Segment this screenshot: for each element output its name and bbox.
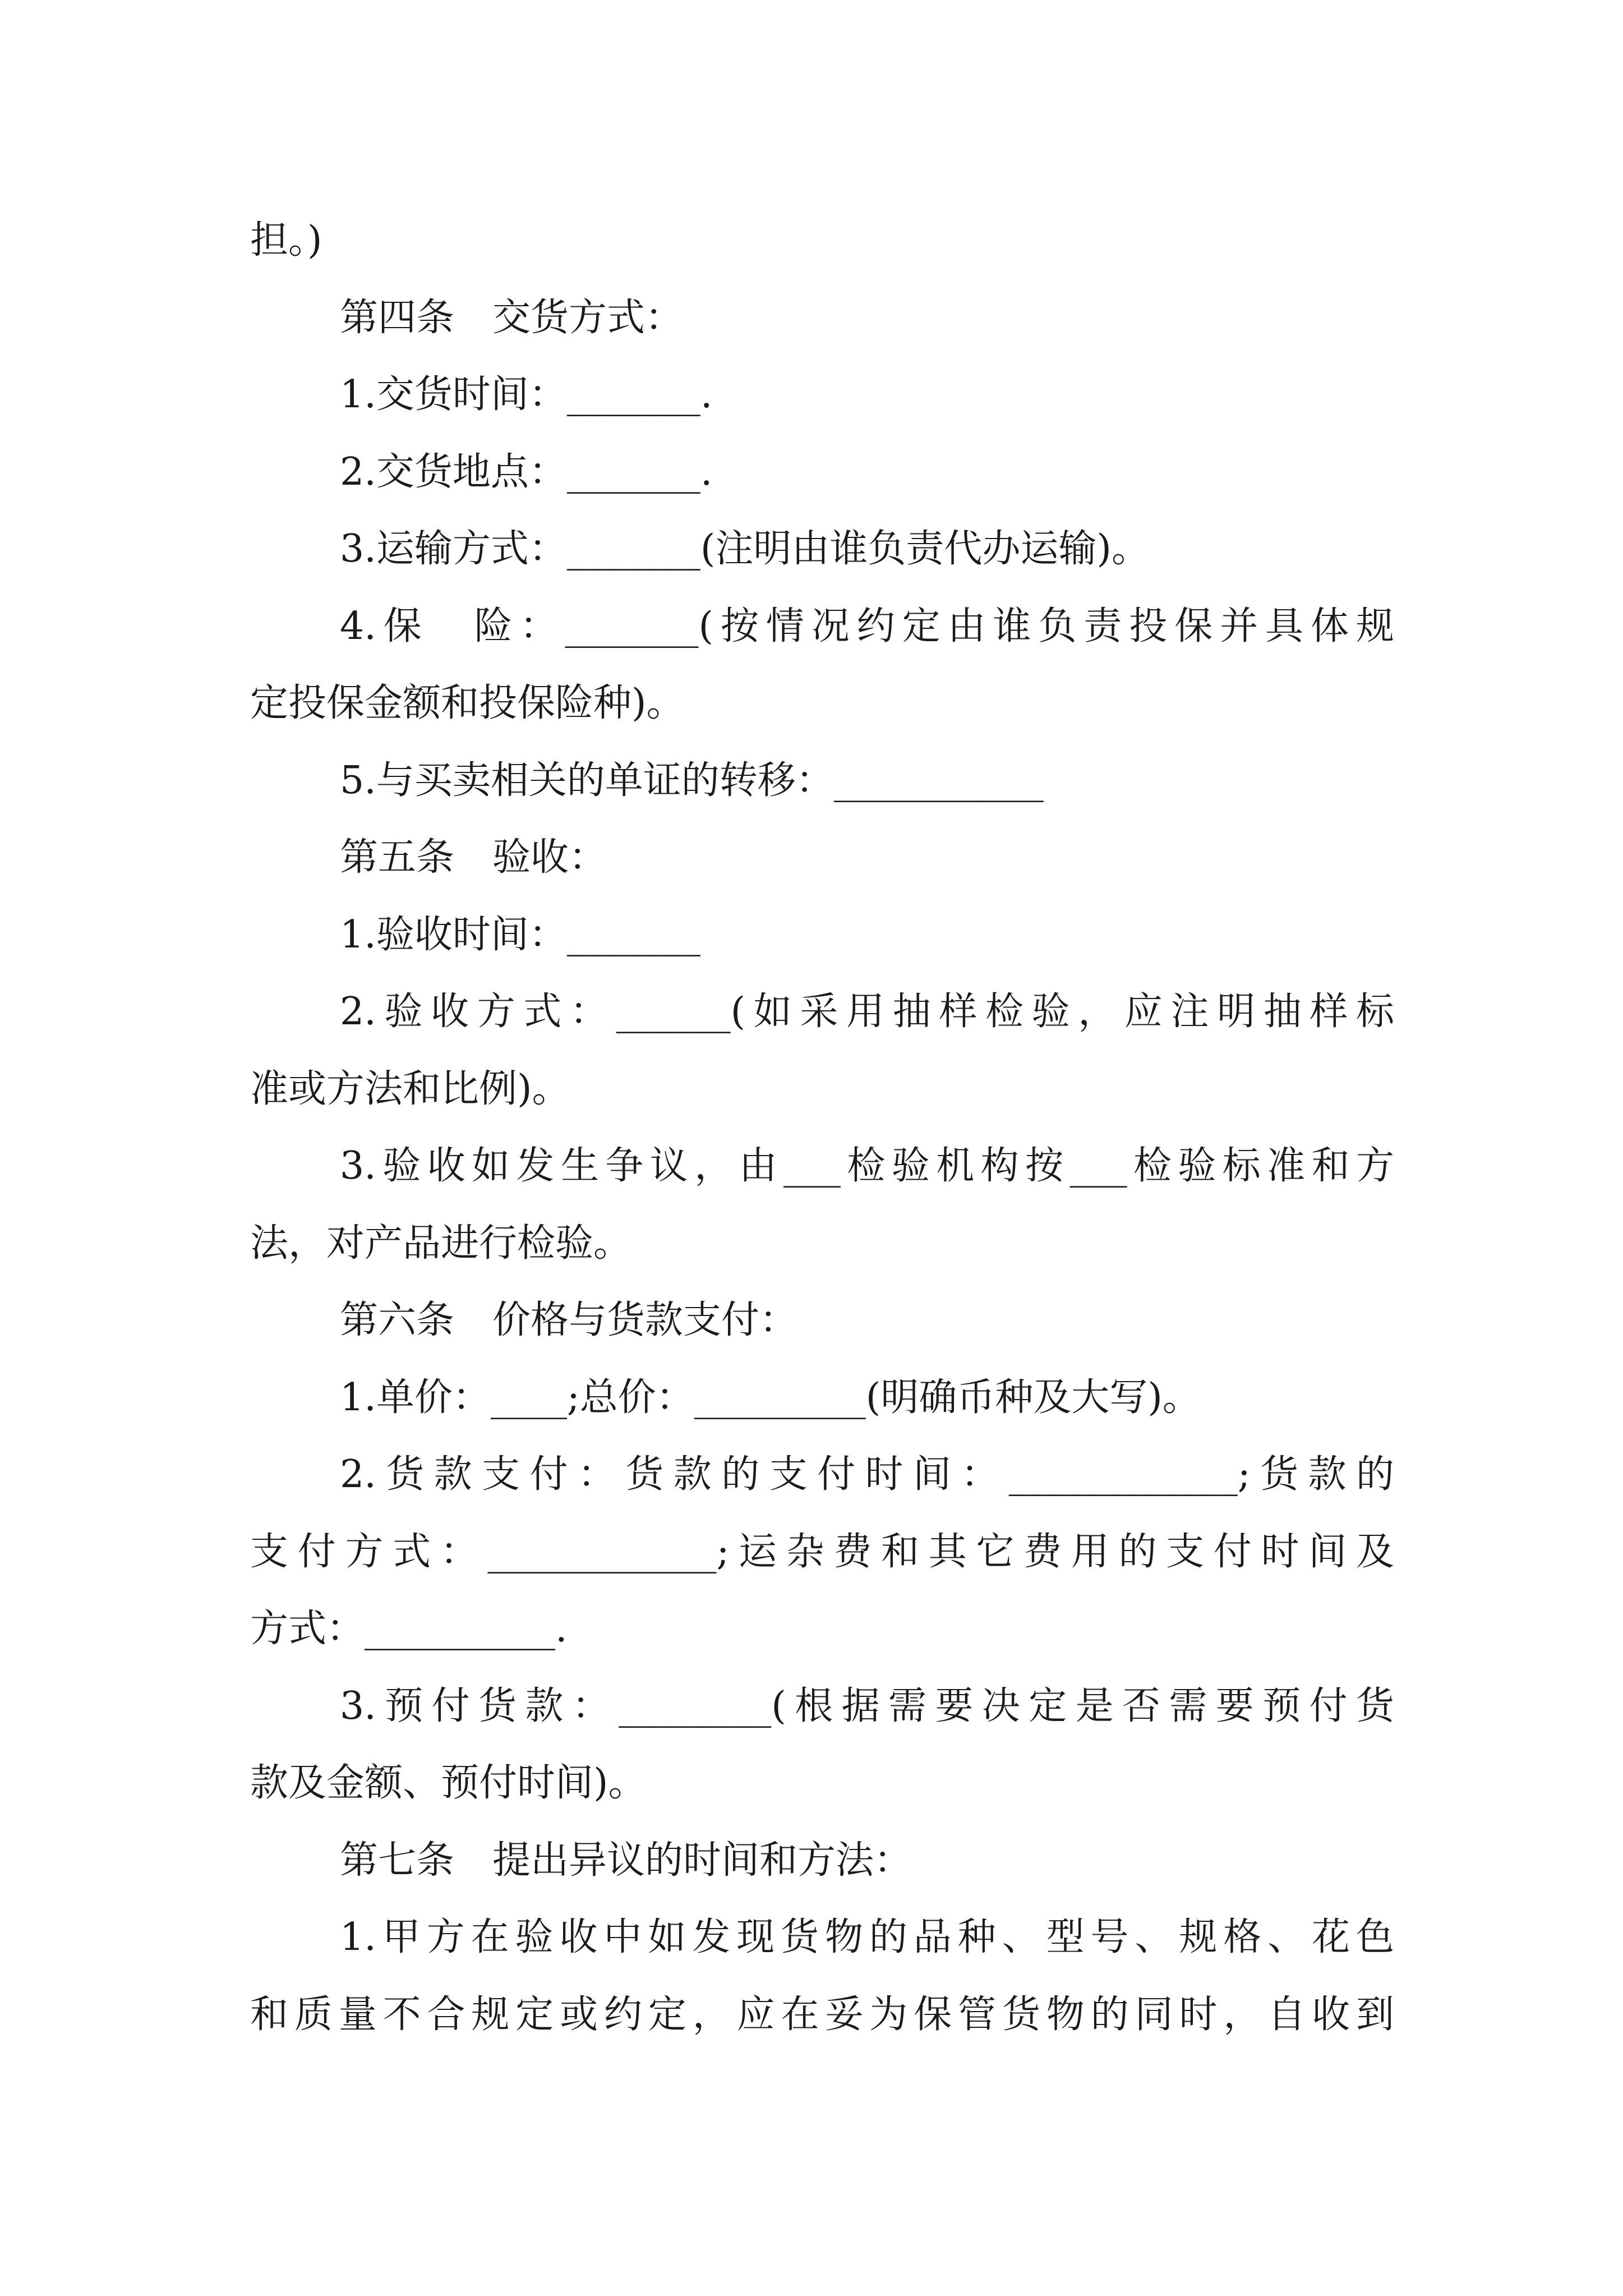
text-line: 5.与买卖相关的单证的转移：___________ (340, 758, 1044, 803)
text-line: 3.运输方式：_______(注明由谁负责代办运输)。 (340, 527, 1150, 571)
text-line: 定投保金额和投保险种)。 (250, 681, 685, 725)
text-line: 2.货款支付：货款的支付时间：____________;货款的 (340, 1452, 1394, 1497)
text-line: 1.交货时间：_______. (340, 372, 713, 417)
text-line: 2.交货地点：_______. (340, 449, 713, 494)
text-line: 2.验收方式：______(如采用抽样检验，应注明抽样标 (340, 990, 1394, 1034)
section-heading-article-4: 第四条 交货方式： (340, 295, 684, 340)
text-line: 担。) (250, 218, 322, 263)
text-line: 准或方法和比例)。 (250, 1066, 570, 1111)
text-line: 1.验收时间：_______ (340, 912, 700, 957)
text-line: 1.甲方在验收中如发现货物的品种、型号、规格、花色 (340, 1915, 1394, 1959)
text-line: 3.验收如发生争议，由___检验机构按___检验标准和方 (340, 1144, 1394, 1188)
text-line: 款及金额、预付时间)。 (250, 1761, 647, 1805)
text-line: 支付方式：____________;运杂费和其它费用的支付时间及 (250, 1529, 1394, 1574)
section-heading-article-7: 第七条 提出异议的时间和方法： (340, 1838, 912, 1883)
contract-text (250, 202, 1394, 2053)
text-line: 方式：__________. (250, 1607, 568, 1651)
text-line: 和质量不合规定或约定，应在妥为保管货物的同时，自收到 (250, 1992, 1394, 2037)
section-heading-article-6: 第六条 价格与货款支付： (340, 1298, 798, 1342)
text-line: 1.单价：____;总价：_________(明确币种及大写)。 (340, 1375, 1201, 1420)
text-line: 3.预付货款：________(根据需要决定是否需要预付货 (340, 1683, 1394, 1728)
text-line: 法，对产品进行检验。 (250, 1221, 632, 1266)
text-line: 4.保 险：_______(按情况约定由谁负责投保并具体规 (340, 604, 1394, 648)
section-heading-article-5: 第五条 验收： (340, 835, 607, 880)
